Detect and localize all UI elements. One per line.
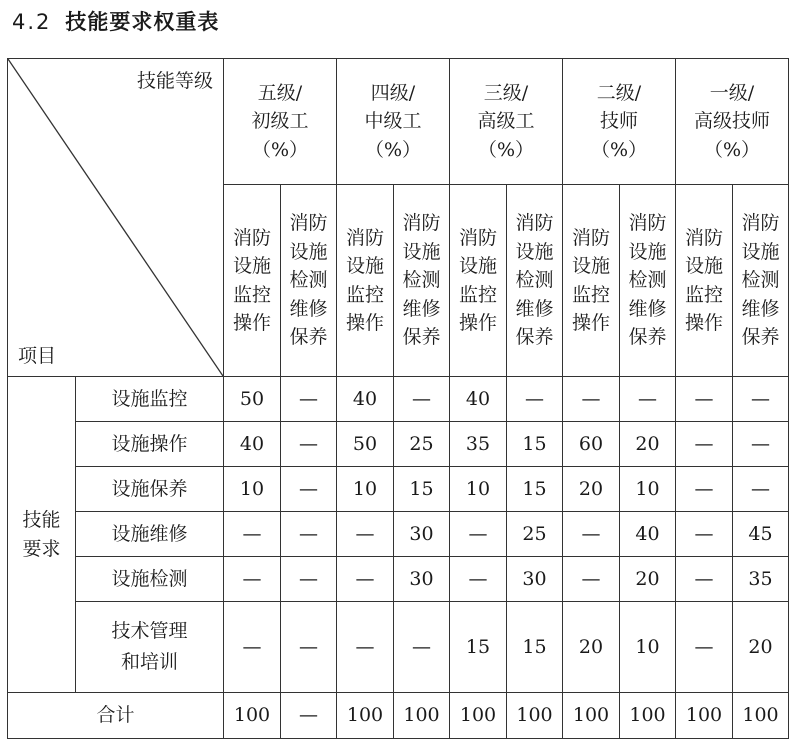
value-cell: — xyxy=(224,557,281,602)
level-header-4: 四级/ 中级工 （%） xyxy=(337,59,450,185)
value-cell: 40 xyxy=(337,377,394,422)
value-cell: 45 xyxy=(733,512,789,557)
sub-header-monitor-operate: 消防 设施 监控 操作 xyxy=(676,185,733,377)
sub-header-test-maintain: 消防 设施 检测 维修 保养 xyxy=(281,185,337,377)
level-header-1: 一级/ 高级技师 （%） xyxy=(676,59,789,185)
value-cell: 25 xyxy=(394,422,450,467)
total-cell: 100 xyxy=(676,693,733,739)
value-cell: — xyxy=(676,512,733,557)
total-row xyxy=(8,693,789,739)
row-name: 设施检测 xyxy=(76,557,224,602)
value-cell: — xyxy=(281,377,337,422)
value-cell: 40 xyxy=(620,512,676,557)
value-cell: 35 xyxy=(733,557,789,602)
value-cell: — xyxy=(507,377,563,422)
value-cell: — xyxy=(563,557,620,602)
level-header-2: 二级/ 技师 （%） xyxy=(563,59,676,185)
value-cell: — xyxy=(224,512,281,557)
total-label: 合计 xyxy=(8,693,224,739)
value-cell: 10 xyxy=(620,602,676,693)
value-cell: — xyxy=(394,377,450,422)
value-cell: — xyxy=(563,512,620,557)
page-title xyxy=(12,6,219,38)
value-cell: — xyxy=(676,377,733,422)
value-cell: 20 xyxy=(563,602,620,693)
total-cell: 100 xyxy=(337,693,394,739)
section-number: 4.2 xyxy=(12,10,52,34)
total-cell: 100 xyxy=(507,693,563,739)
total-cell: 100 xyxy=(394,693,450,739)
sub-header-test-maintain: 消防 设施 检测 维修 保养 xyxy=(507,185,563,377)
value-cell: 30 xyxy=(507,557,563,602)
value-cell: — xyxy=(733,377,789,422)
value-cell: 30 xyxy=(394,512,450,557)
value-cell: — xyxy=(676,467,733,512)
table-row xyxy=(8,422,789,467)
value-cell: 20 xyxy=(620,557,676,602)
value-cell: 30 xyxy=(394,557,450,602)
row-name: 设施监控 xyxy=(76,377,224,422)
value-cell: 60 xyxy=(563,422,620,467)
value-cell: 35 xyxy=(450,422,507,467)
level-header-3: 三级/ 高级工 （%） xyxy=(450,59,563,185)
total-cell: — xyxy=(281,693,337,739)
value-cell: — xyxy=(337,557,394,602)
value-cell: 20 xyxy=(620,422,676,467)
row-name: 设施维修 xyxy=(76,512,224,557)
value-cell: 15 xyxy=(450,602,507,693)
table-row xyxy=(8,377,789,422)
diagonal-header-cell xyxy=(8,59,224,377)
value-cell: 10 xyxy=(620,467,676,512)
value-cell: — xyxy=(394,602,450,693)
table-row xyxy=(8,557,789,602)
total-cell: 100 xyxy=(620,693,676,739)
value-cell: 10 xyxy=(450,467,507,512)
value-cell: — xyxy=(676,602,733,693)
section-title: 技能要求权重表 xyxy=(65,10,220,34)
skill-weight-table xyxy=(7,58,789,739)
value-cell: 50 xyxy=(224,377,281,422)
value-cell: — xyxy=(733,422,789,467)
table-row xyxy=(8,467,789,512)
table-row xyxy=(8,602,789,693)
value-cell: 25 xyxy=(507,512,563,557)
level-header-5: 五级/ 初级工 （%） xyxy=(224,59,337,185)
total-cell: 100 xyxy=(224,693,281,739)
value-cell: — xyxy=(281,422,337,467)
value-cell: — xyxy=(281,467,337,512)
value-cell: — xyxy=(450,557,507,602)
value-cell: — xyxy=(733,467,789,512)
sub-header-test-maintain: 消防 设施 检测 维修 保养 xyxy=(620,185,676,377)
value-cell: — xyxy=(676,422,733,467)
value-cell: — xyxy=(281,512,337,557)
value-cell: — xyxy=(281,602,337,693)
row-name: 技术管理 和培训 xyxy=(76,602,224,693)
total-cell: 100 xyxy=(563,693,620,739)
value-cell: 10 xyxy=(224,467,281,512)
value-cell: 50 xyxy=(337,422,394,467)
skill-requirement-group: 技能 要求 xyxy=(8,377,76,693)
row-name: 设施操作 xyxy=(76,422,224,467)
value-cell: 15 xyxy=(394,467,450,512)
sub-header-monitor-operate: 消防 设施 监控 操作 xyxy=(337,185,394,377)
table-row xyxy=(8,512,789,557)
sub-header-test-maintain: 消防 设施 检测 维修 保养 xyxy=(394,185,450,377)
value-cell: 40 xyxy=(224,422,281,467)
sub-header-monitor-operate: 消防 设施 监控 操作 xyxy=(224,185,281,377)
value-cell: — xyxy=(281,557,337,602)
value-cell: — xyxy=(676,557,733,602)
diagonal-line xyxy=(8,59,223,376)
sub-header-test-maintain: 消防 设施 检测 维修 保养 xyxy=(733,185,789,377)
total-cell: 100 xyxy=(733,693,789,739)
sub-header-monitor-operate: 消防 设施 监控 操作 xyxy=(563,185,620,377)
value-cell: 15 xyxy=(507,422,563,467)
total-cell: 100 xyxy=(450,693,507,739)
value-cell: 10 xyxy=(337,467,394,512)
sub-header-monitor-operate: 消防 设施 监控 操作 xyxy=(450,185,507,377)
value-cell: — xyxy=(450,512,507,557)
value-cell: — xyxy=(337,602,394,693)
value-cell: 15 xyxy=(507,467,563,512)
value-cell: — xyxy=(224,602,281,693)
value-cell: — xyxy=(337,512,394,557)
value-cell: 40 xyxy=(450,377,507,422)
item-header: 项目 xyxy=(18,344,57,367)
value-cell: 20 xyxy=(733,602,789,693)
value-cell: — xyxy=(563,377,620,422)
skill-level-header: 技能等级 xyxy=(136,70,213,92)
value-cell: 15 xyxy=(507,602,563,693)
value-cell: — xyxy=(620,377,676,422)
row-name: 设施保养 xyxy=(76,467,224,512)
value-cell: 20 xyxy=(563,467,620,512)
